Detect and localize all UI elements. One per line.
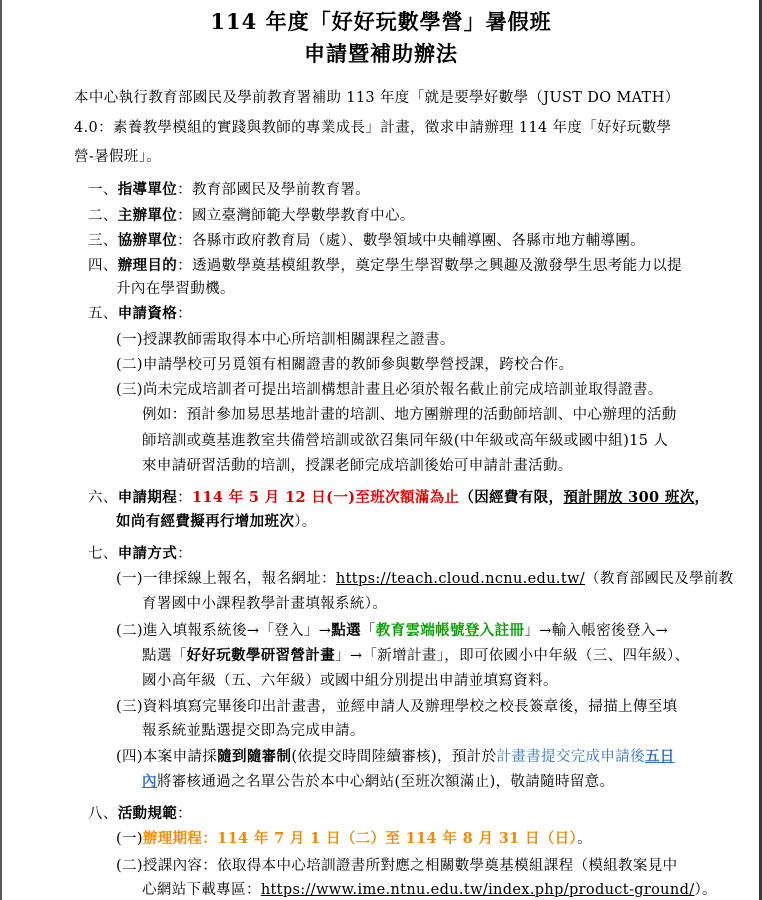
list-item: (三)資料填寫完畢後印出計畫書，並經申請人及辦理學校之校長簽章後，掃描上傳至填 bbox=[116, 699, 678, 715]
section-number: 二、 bbox=[88, 208, 118, 224]
section-label: 申請資格 bbox=[117, 305, 178, 322]
document-subtitle: 申請暨補助辦法 bbox=[304, 41, 458, 66]
section-number: 七、 bbox=[88, 546, 118, 562]
activity-period: 辦理期程：114 年 7 月 1 日（二）至 114 年 8 月 31 日（日） bbox=[142, 830, 578, 847]
list-item-text: (依提交時間陸續審核)，預計於 bbox=[291, 749, 497, 765]
section-colon: ： bbox=[177, 490, 192, 506]
list-item-text: 點選 bbox=[331, 622, 361, 639]
section-5 bbox=[88, 304, 192, 324]
section-7 bbox=[88, 544, 192, 564]
section-label: 協辦單位 bbox=[117, 232, 178, 249]
review-method: 隨到隨審制 bbox=[217, 748, 292, 765]
list-item-continued: 師培訓或奠基進教室共備營培訓或欲召集同年級(中年級或高年級或國中組)15 人 bbox=[142, 433, 669, 449]
intro-line: 營-暑假班」。 bbox=[74, 149, 162, 165]
section-text: ：透過數學奠基模組教學，奠定學生學習數學之興趣及激發學生思考能力以提 bbox=[177, 258, 683, 274]
section-number: 八、 bbox=[88, 806, 118, 822]
list-item bbox=[116, 747, 675, 767]
list-item: (二)申請學校可另覓領有相關證書的教師參與數學營授課，跨校合作。 bbox=[116, 357, 574, 373]
intro-line: 4.0：素養教學模組的實踐與教師的專業成長」計畫，徵求申請辦理 114 年度「好好玩數學 bbox=[74, 120, 672, 136]
section-3 bbox=[88, 231, 645, 251]
list-item-continued: 例如：預計參加易思基地計畫的培訓、地方團辦理的活動師培訓、中心辦理的活動 bbox=[142, 407, 677, 423]
list-item-text: 」 bbox=[524, 623, 540, 639]
funding-note: 如尚有經費擬再行增加班次 bbox=[116, 513, 295, 530]
list-item-text: (四)本案申請採 bbox=[116, 749, 218, 765]
list-item-continued: 來申請研習活動的培訓，授課老師完成培訓後始可申請計畫活動。 bbox=[142, 458, 573, 474]
download-area-link[interactable]: https://www.ime.ntnu.edu.tw/index.php/product-ground/ bbox=[260, 882, 695, 898]
section-label: 活動規範 bbox=[117, 805, 178, 822]
review-days: 五日 bbox=[644, 748, 675, 765]
section-2 bbox=[88, 206, 415, 226]
list-item-text: 將審核通過之名單公告於本中心網站(至班次額滿止)，敬請隨時留意。 bbox=[156, 774, 615, 790]
list-item-continued: 育署國中小課程教學計畫填報系統）。 bbox=[142, 596, 388, 612]
list-item-continued: 報系統並點選提交即為完成申請。 bbox=[142, 723, 365, 739]
list-item-text: ）。 bbox=[694, 882, 717, 898]
list-item: (三)尚未完成培訓者可提出培訓構想計畫且必須於報名截止前完成培訓並取得證書。 bbox=[116, 382, 663, 398]
section-text: ：教育部國民及學前教育署。 bbox=[177, 182, 371, 198]
application-period: 114 年 5 月 12 日(一)至班次額滿為止 bbox=[191, 489, 460, 506]
list-item-text: 」→「新增計畫」，即可依國小中年級（三、四年級）、 bbox=[335, 648, 690, 664]
plan-name: 好好玩數學研習營計畫 bbox=[186, 647, 336, 664]
section-4 bbox=[88, 256, 682, 276]
section-label: 申請方式 bbox=[117, 545, 178, 562]
section-colon: ： bbox=[177, 806, 192, 822]
document-title: 114 年度「好好玩數學營」暑假班 bbox=[210, 9, 552, 34]
list-item-continued: 國小高年級（五、六年級）或國中組分別提出申請並填寫資料。 bbox=[142, 673, 558, 689]
list-item-text: (一) bbox=[116, 831, 143, 847]
section-label: 主辦單位 bbox=[117, 207, 178, 224]
section-text: ：各縣市政府教育局（處）、數學領域中央輔導團、各縣市地方輔導團。 bbox=[177, 233, 646, 249]
list-item-text: （教育部國民及學前教 bbox=[585, 571, 734, 587]
section-1 bbox=[88, 180, 370, 200]
list-item bbox=[116, 829, 592, 849]
funding-note: ， bbox=[694, 489, 710, 506]
section-label: 指導單位 bbox=[117, 181, 178, 198]
edu-cloud-login-label: 教育雲端帳號登入註冊 bbox=[375, 622, 525, 639]
review-timing: 計畫書提交完成申請後 bbox=[496, 749, 645, 765]
section-colon: ： bbox=[177, 306, 192, 322]
section-number: 四、 bbox=[88, 258, 118, 274]
section-number: 六、 bbox=[88, 490, 118, 506]
section-text: ：國立臺灣師範大學數學教育中心。 bbox=[177, 208, 415, 224]
funding-note-end: ）。 bbox=[294, 514, 317, 530]
section-number: 一、 bbox=[88, 182, 118, 198]
section-8 bbox=[88, 804, 192, 824]
list-item-continued bbox=[142, 646, 689, 666]
page-edge bbox=[0, 0, 2, 900]
list-item-continued bbox=[142, 880, 717, 900]
class-quota: 預計開放 300 班次 bbox=[563, 489, 695, 506]
section-6-continued bbox=[116, 512, 317, 532]
list-item-text: (一)一律採線上報名，報名網址： bbox=[116, 571, 336, 587]
list-item: (二)授課內容：依取得本中心培訓證書所對應之相關數學奠基模組課程（模組教案見中 bbox=[116, 858, 678, 874]
section-number: 三、 bbox=[88, 233, 118, 249]
intro-line: 本中心執行教育部國民及學前教育署補助 113 年度「就是要學好數學（JUST DO MATH） bbox=[74, 90, 680, 106]
list-item-text: 。 bbox=[577, 831, 592, 847]
section-label: 申請期程 bbox=[117, 489, 178, 506]
list-item bbox=[116, 569, 734, 589]
review-days: 內 bbox=[142, 773, 157, 790]
list-item-text: 心網站下載專區： bbox=[142, 882, 261, 898]
section-number: 五、 bbox=[88, 306, 118, 322]
section-6 bbox=[88, 488, 709, 508]
section-colon: ： bbox=[177, 546, 192, 562]
list-item: (一)授課教師需取得本中心所培訓相關課程之證書。 bbox=[116, 332, 455, 348]
list-item-text: 「 bbox=[360, 623, 376, 639]
list-item-continued bbox=[142, 772, 614, 792]
list-item bbox=[116, 621, 668, 641]
registration-link[interactable]: https://teach.cloud.ncnu.edu.tw/ bbox=[335, 571, 586, 587]
list-item-text: (二)進入填報系統後→「登入」→ bbox=[116, 623, 332, 639]
list-item-text: 點選「 bbox=[142, 648, 187, 664]
section-4-continued: 升內在學習動機。 bbox=[116, 281, 235, 297]
section-label: 辦理目的 bbox=[117, 257, 178, 274]
list-item-text: →輸入帳密後登入→ bbox=[539, 623, 669, 639]
funding-note: （因經費有限， bbox=[459, 489, 564, 506]
